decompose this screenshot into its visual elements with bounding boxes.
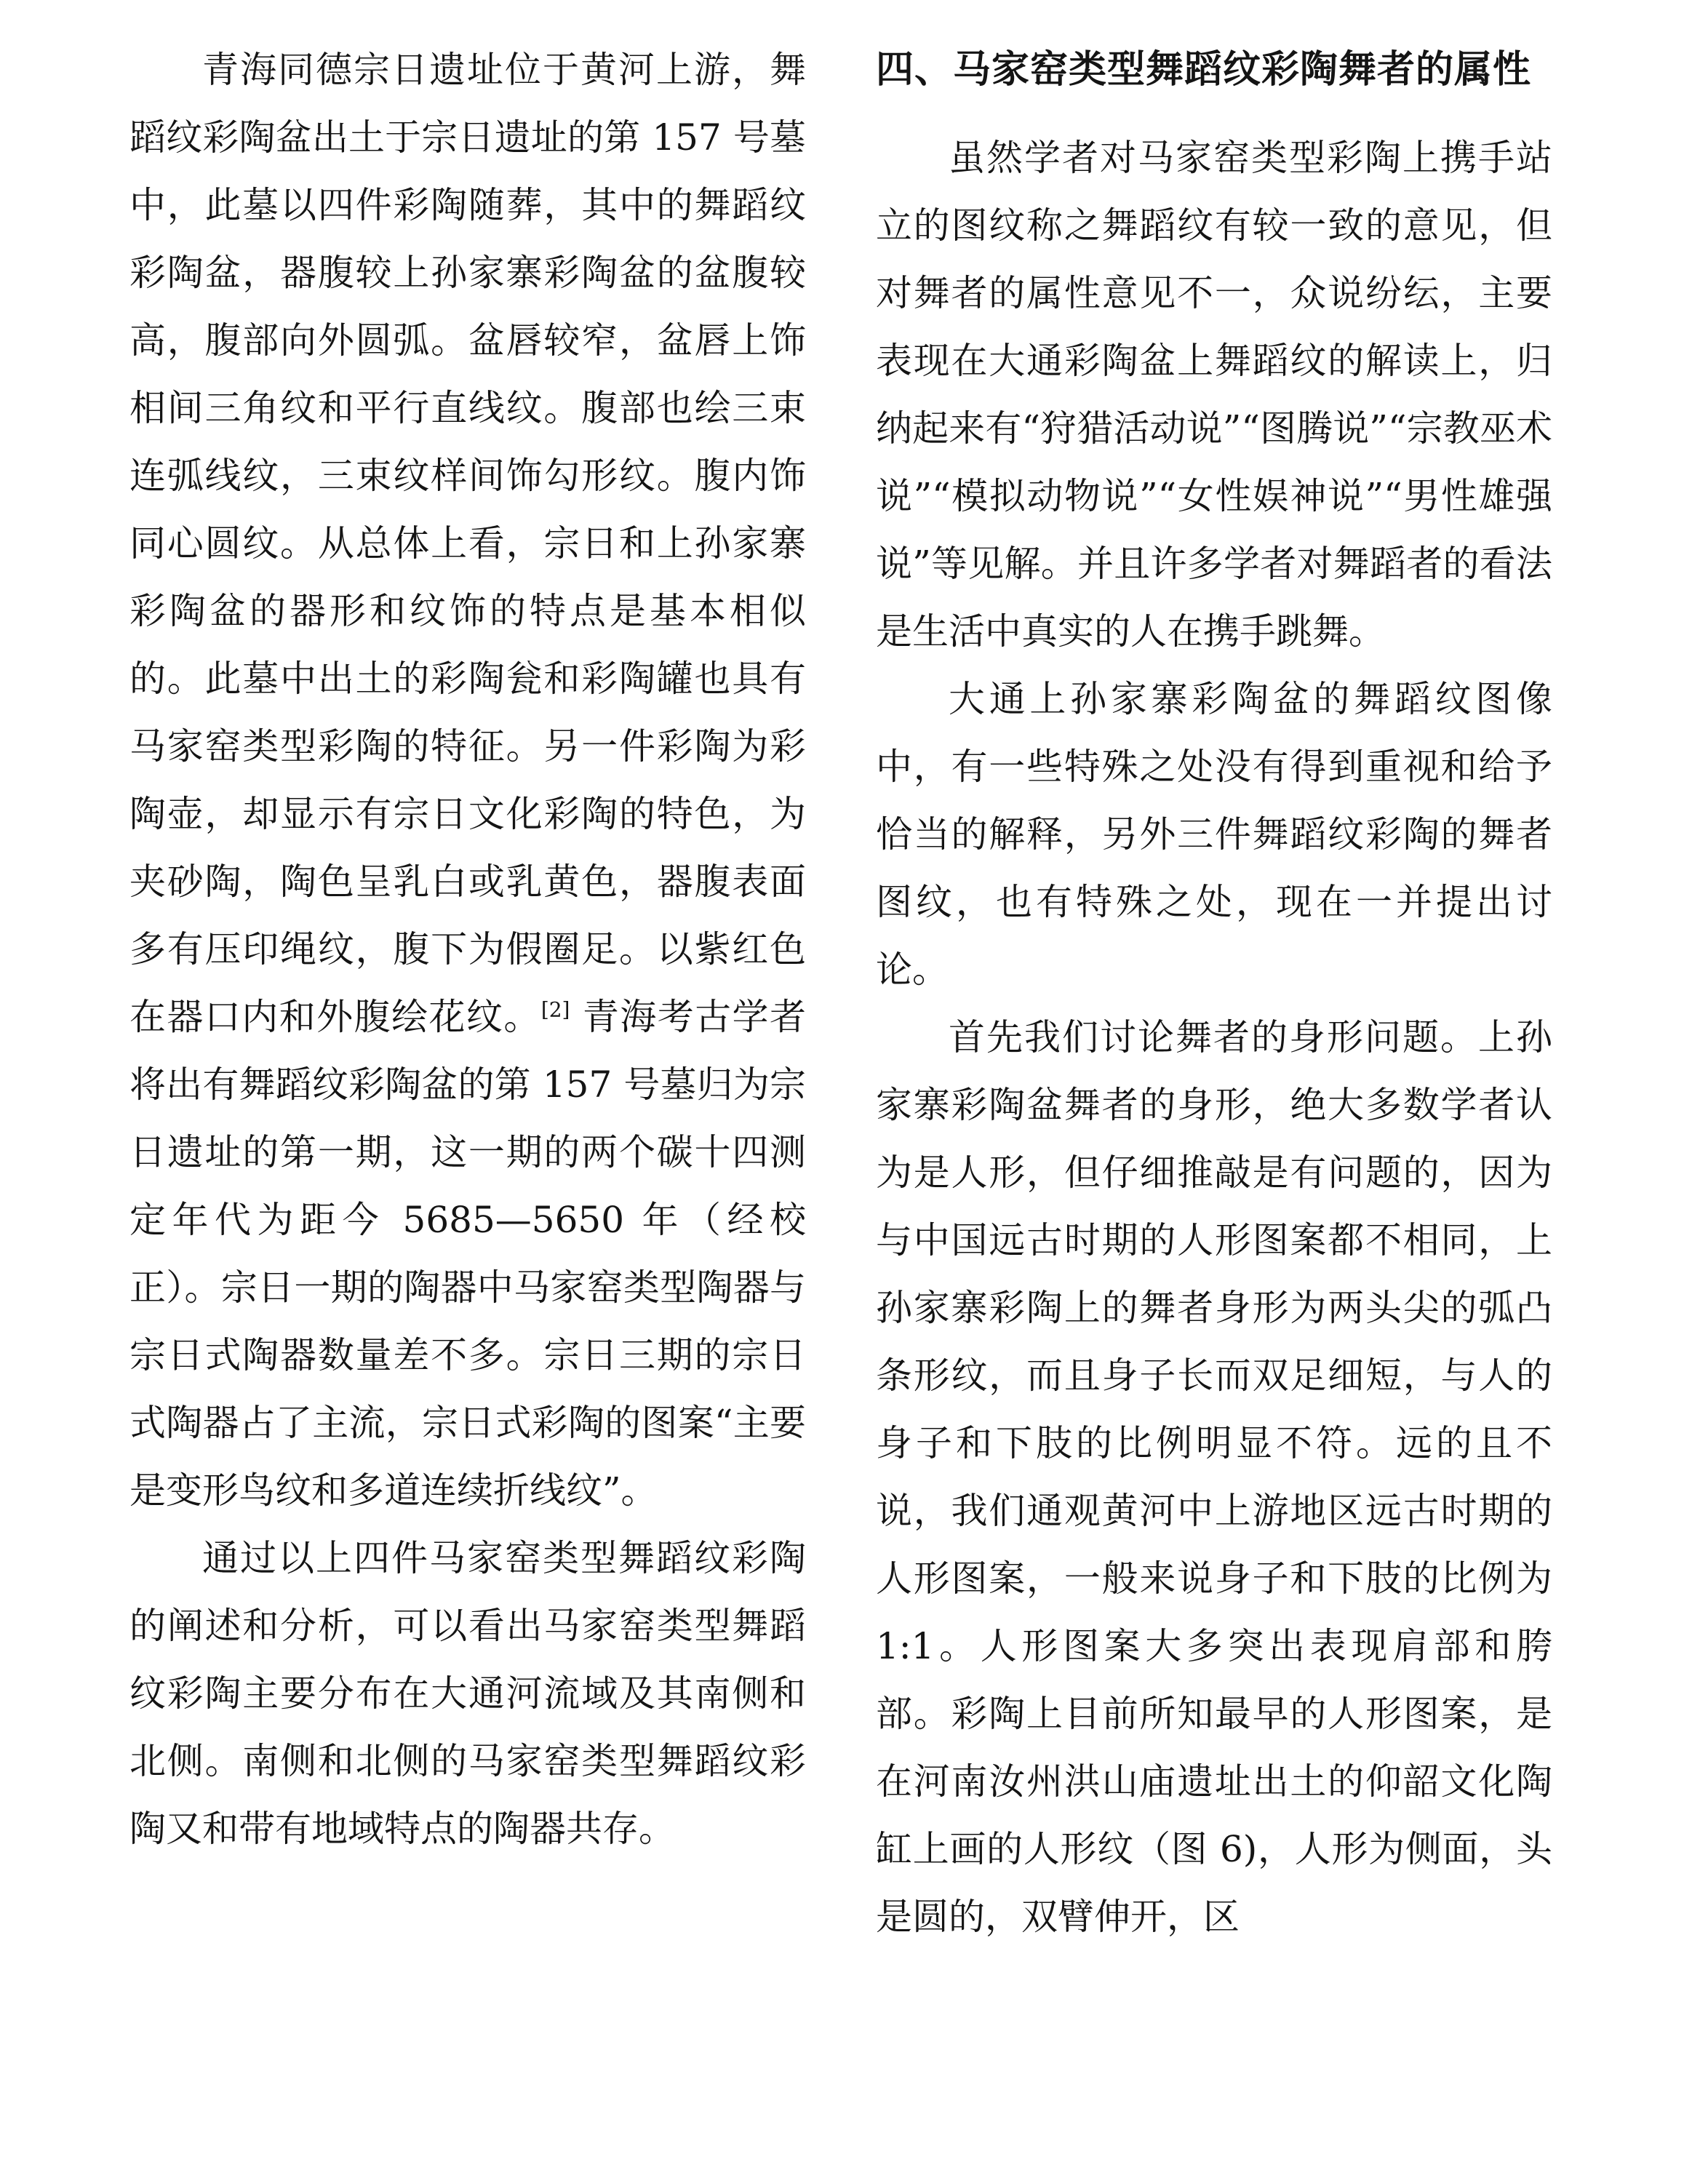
left-column: [129, 36, 806, 1863]
paragraph-text: 青海考古学者将出有舞蹈纹彩陶盆的第 157 号墓归为宗日遗址的第一期，这一期的两个碳十四测定年代为距今 5685—5650 年（经校正）。宗日一期的陶器中马家窑类型陶器与宗日式陶器数量差不多。宗日三期的宗日式陶器占了主流，宗日式彩陶的图案“主要是变形鸟纹和多道连续折线纹”。: [129, 996, 806, 1512]
paragraph-zongri-site: [129, 36, 806, 1525]
paragraph-summary: 通过以上四件马家窑类型舞蹈纹彩陶的阐述和分析，可以看出马家窑类型舞蹈纹彩陶主要分布在大通河流域及其南侧和北侧。南侧和北侧的马家窑类型舞蹈纹彩陶又和带有地域特点的陶器共存。: [129, 1537, 806, 1850]
paragraph-special-features: 大通上孙家寨彩陶盆的舞蹈纹图像中，有一些特殊之处没有得到重视和给予恰当的解释，另外三件舞蹈纹彩陶的舞者图纹，也有特殊之处，现在一并提出讨论。: [876, 678, 1552, 991]
paragraph-text: 青海同德宗日遗址位于黄河上游，舞蹈纹彩陶盆出土于宗日遗址的第 157 号墓中，此墓以四件彩陶随葬，其中的舞蹈纹彩陶盆，器腹较上孙家寨彩陶盆的盆腹较高，腹部向外圆弧。盆唇较窄，盆唇上饰相间三角纹和平行直线纹。腹部也绘三束连弧线纹，三束纹样间饰勾形纹。腹内饰同心圆纹。从总体上看，宗日和上孙家寨彩陶盆的器形和纹饰的特点是基本相似的。此墓中出土的彩陶瓮和彩陶罐也具有马家窑类型彩陶的特征。另一件彩陶为彩陶壶，却显示有宗日文化彩陶的特色，为夹砂陶，陶色呈乳白或乳黄色，器腹表面多有压印绳纹，腹下为假圈足。以紫红色在器口内和外腹绘花纹。: [129, 49, 806, 1038]
paragraph-dancer-attributes: 虽然学者对马家窑类型彩陶上携手站立的图纹称之舞蹈纹有较一致的意见，但对舞者的属性意见不一，众说纷纭，主要表现在大通彩陶盆上舞蹈纹的解读上，归纳起来有“狩猎活动说”“图腾说”“宗教巫术说”“模拟动物说”“女性娱神说”“男性雄强说”等见解。并且许多学者对舞蹈者的看法是生活中真实的人在携手跳舞。: [876, 137, 1552, 653]
section-heading: 四、马家窑类型舞蹈纹彩陶舞者的属性: [876, 48, 1532, 92]
footnote-reference: [2]: [540, 997, 570, 1022]
paragraph-body-shape: 首先我们讨论舞者的身形问题。上孙家寨彩陶盆舞者的身形，绝大多数学者认为是人形，但仔细推敲是有问题的，因为与中国远古时期的人形图案都不相同，上孙家寨彩陶上的舞者身形为两头尖的弧凸条形纹，而且身子长而双足细短，与人的身子和下肢的比例明显不符。远的且不说，我们通观黄河中上游地区远古时期的人形图案，一般来说身子和下肢的比例为 1:1。人形图案大多突出表现肩部和胯部。彩陶上目前所知最早的人形图案，是在河南汝州洪山庙遗址出土的仰韶文化陶缸上画的人形纹（图 6)，人形为侧面，头是圆的，双臂伸开，区: [876, 1016, 1552, 1938]
right-column: [876, 36, 1552, 1951]
